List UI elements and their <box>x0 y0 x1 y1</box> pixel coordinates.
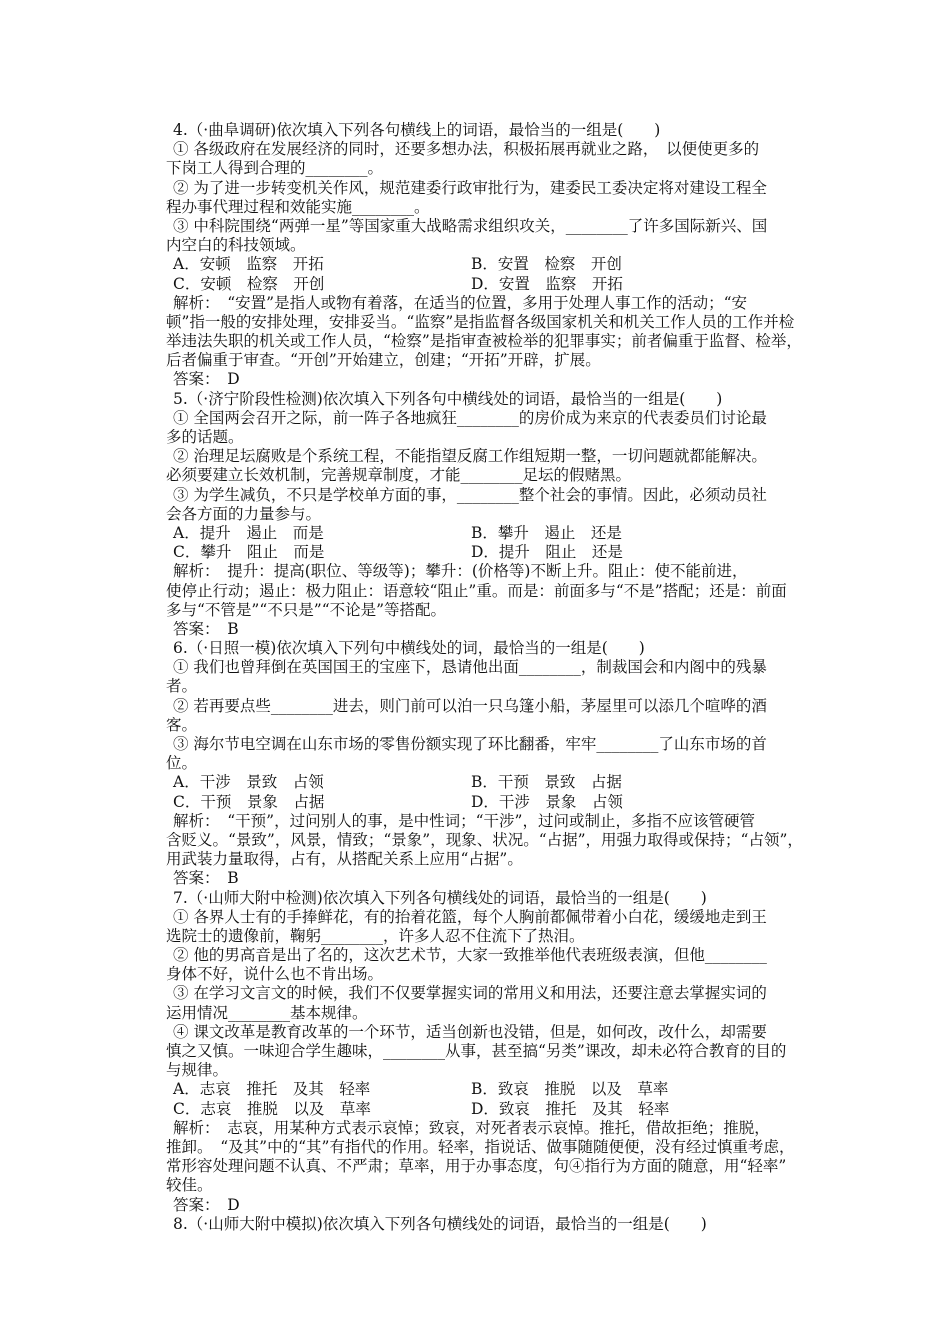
sentence-line: 慎之又慎。一味迎合学生趣味，________从事，甚至搞“另类”课改，却未必符合教育的目的 <box>166 1042 787 1060</box>
sentence-line: ① 全国两会召开之际，前一阵子各地疯狂________的房价成为来京的代表委员们讨论最 <box>173 408 767 427</box>
question-stem: 7.（·山师大附中检测)依次填入下列各句横线处的词语，最恰当的一组是( ) <box>173 888 707 907</box>
option-b: B．致哀 推脱 以及 草率 <box>471 1080 669 1099</box>
sentence-line: 者。 <box>166 677 198 696</box>
sentence-line: 运用情况________基本规律。 <box>166 1003 368 1022</box>
analysis-line: 常形容处理问题不认真、不严肃；草率，用于办事态度，句④指行为方面的随意，用“轻率” <box>166 1157 787 1176</box>
question-7 <box>166 889 816 1215</box>
option-a: A．安顿 监察 开拓 <box>173 255 324 274</box>
question-6 <box>166 639 816 888</box>
option-a: A．干涉 景致 占领 <box>173 773 324 792</box>
analysis-line: 解析： 志哀，用某种方式表示哀悼；致哀，对死者表示哀悼。推托，借故拒绝；推脱， <box>173 1118 770 1137</box>
option-row <box>166 543 816 562</box>
analysis-line: 推卸。 “及其”中的“其”有指代的作用。轻率，指说话、做事随随便便，没有经过慎重考虑， <box>166 1137 795 1156</box>
sentence-line: ② 他的男高音是出了名的，这次艺术节，大家一致推举他代表班级表演，但他________ <box>173 946 767 965</box>
question-4 <box>166 121 816 390</box>
question-stem: 8.（·山师大附中模拟)依次填入下列各句横线处的词语，最恰当的一组是( ) <box>173 1214 707 1233</box>
option-d: D．安置 监察 开拓 <box>471 274 623 293</box>
answer-line: 答案： D <box>173 370 240 389</box>
option-b: B．攀升 遏止 还是 <box>471 523 622 542</box>
sentence-line: ③ 中科院围绕“两弹一星”等国家重大战略需求组织攻关，________了许多国际新兴、国 <box>173 216 768 235</box>
question-list <box>166 121 816 1234</box>
sentence-line: 身体不好，说什么也不肯出场。 <box>166 965 384 984</box>
analysis-line: 使停止行动；遏止：极力阻止：语意较“阻止”重。而是：前面多与“不是”搭配；还是：前面 <box>166 581 787 600</box>
option-d: D．干涉 景象 占领 <box>471 792 623 811</box>
option-b: B．安置 检察 开创 <box>471 255 622 274</box>
option-row <box>166 275 816 294</box>
analysis-line: 后者偏重于审查。“开创”开始建立，创建；“开拓”开辟，扩展。 <box>166 351 601 370</box>
analysis-line: 多与“不管是”“不只是”“不论是”等搭配。 <box>166 600 447 619</box>
sentence-line: ② 若再要点些________进去，则门前可以泊一只乌篷小船，茅屋里可以添几个喧哗的酒 <box>173 696 767 715</box>
sentence-line: 位。 <box>166 754 198 773</box>
answer-line: 答案： B <box>173 869 239 888</box>
analysis-line: 顿”指一般的安排处理，安排妥当。“监察”是指监督各级国家机关和机关工作人员的工作并检 <box>166 312 795 331</box>
option-b: B．干预 景致 占据 <box>471 773 622 792</box>
sentence-line: ① 各级政府在发展经济的同时，还要多想办法，积极拓展再就业之路， 以便使更多的 <box>173 140 760 159</box>
sentence-line: 内空白的科技领域。 <box>166 236 306 255</box>
sentence-line: ② 为了进一步转变机关作风，规范建委行政审批行为，建委民工委决定将对建设工程全 <box>173 178 767 197</box>
option-row <box>166 1100 816 1119</box>
option-c: C．干预 景象 占据 <box>173 792 325 811</box>
option-row <box>166 524 816 543</box>
analysis-line: 举违法失职的机关或工作人员，“检察”是指审查被检举的犯罪事实；前者偏重于监督、检举， <box>166 332 802 351</box>
sentence-line: 多的话题。 <box>166 428 244 446</box>
option-d: D．致哀 推托 及其 轻率 <box>471 1099 670 1118</box>
question-8 <box>166 1215 816 1234</box>
sentence-line: 下岗工人得到合理的________。 <box>166 159 384 178</box>
analysis-line: 用武装力量取得，占有，从搭配关系上应用“占据”。 <box>166 850 523 869</box>
option-c: C．安顿 检察 开创 <box>173 274 325 293</box>
option-row <box>166 773 816 792</box>
sentence-line: 选院士的遗像前，鞠躬________，许多人忍不住流下了热泪。 <box>166 926 585 945</box>
sentence-line: 客。 <box>166 715 198 734</box>
option-row <box>166 1080 816 1099</box>
analysis-line: 含贬义。“景致”，风景，情致；“景象”，现象、状况。“占据”，用强力取得或保持；“占领”， <box>166 830 803 849</box>
option-row <box>166 255 816 274</box>
sentence-line: ③ 海尔节电空调在山东市场的零售份额实现了环比翻番，牢牢________了山东市场的首 <box>173 735 767 753</box>
option-a: A．志哀 推托 及其 轻率 <box>173 1080 371 1099</box>
answer-line: 答案： D <box>173 1195 240 1214</box>
option-c: C．攀升 阻止 而是 <box>173 543 325 562</box>
analysis-line: 解析： “干预”，过问别人的事，是中性词；“干涉”，过问或制止，多指不应该管硬管 <box>173 811 755 830</box>
sentence-line: ④ 课文改革是教育改革的一个环节，适当创新也没错，但是，如何改，改什么，却需要 <box>173 1022 767 1041</box>
sentence-line: ② 治理足坛腐败是个系统工程，不能指望反腐工作组短期一整，一切问题就都能解决。 <box>173 447 767 466</box>
option-a: A．提升 遏止 而是 <box>173 523 324 542</box>
sentence-line: ③ 在学习文言文的时候，我们不仅要掌握实词的常用义和用法，还要注意去掌握实词的 <box>173 984 767 1003</box>
question-stem: 5.（·济宁阶段性检测)依次填入下列各句中横线处的词语，最恰当的一组是( ) <box>173 389 723 408</box>
option-row <box>166 793 816 812</box>
question-stem: 6.（·日照一模)依次填入下列句中横线处的词，最恰当的一组是( ) <box>173 639 645 658</box>
sentence-line: ① 我们也曾拜倒在英国国王的宝座下，恳请他出面________，制裁国会和内阁中的残暴 <box>173 658 767 677</box>
sentence-line: 必须要建立长效机制，完善规章制度，才能________足坛的假赌黑。 <box>166 466 632 485</box>
analysis-line: 解析： “安置”是指人或物有着落，在适当的位置，多用于处理人事工作的活动；“安 <box>173 293 748 312</box>
sentence-line: ① 各界人士有的手捧鲜花，有的抬着花篮，每个人胸前都佩带着小白花，缓缓地走到王 <box>173 907 767 926</box>
question-stem: 4.（·曲阜调研)依次填入下列各句横线上的词语，最恰当的一组是( ) <box>173 121 661 139</box>
option-c: C．志哀 推脱 以及 草率 <box>173 1099 371 1118</box>
sentence-line: 程办事代理过程和效能实施________。 <box>166 197 430 216</box>
analysis-line: 解析： 提升：提高(职位、等级等)；攀升：(价格等)不断上升。阻止：使不能前进， <box>173 562 748 581</box>
sentence-line: 与规律。 <box>166 1061 229 1080</box>
option-d: D．提升 阻止 还是 <box>471 543 623 562</box>
sentence-line: 会各方面的力量参与。 <box>166 504 322 523</box>
question-5 <box>166 390 816 639</box>
analysis-line: 较佳。 <box>166 1176 213 1195</box>
answer-line: 答案： B <box>173 619 239 638</box>
sentence-line: ③ 为学生减负，不只是学校单方面的事，________整个社会的事情。因此，必须动员社 <box>173 485 767 504</box>
